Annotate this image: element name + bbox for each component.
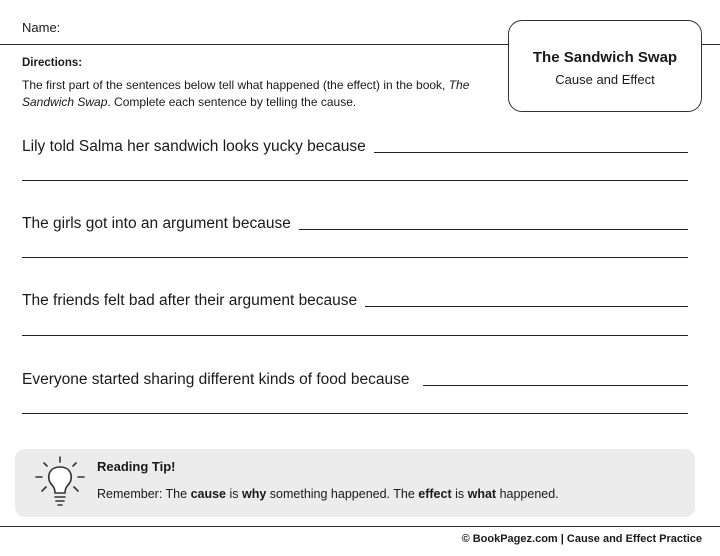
reading-tip-text	[97, 487, 559, 501]
answer-line-4b[interactable]	[22, 413, 688, 414]
directions-text-after: . Complete each sentence by telling the cause.	[107, 95, 357, 109]
question-2	[22, 215, 688, 233]
question-4-text: Everyone started sharing different kinds of food because	[22, 371, 410, 388]
directions-text	[22, 77, 502, 111]
directions-heading: Directions:	[22, 57, 83, 69]
answer-line-4a[interactable]	[423, 384, 688, 386]
tip-part-5: happened.	[496, 487, 559, 501]
question-4	[22, 371, 688, 389]
tip-part-4: is	[451, 487, 468, 501]
worksheet-subtitle: Cause and Effect	[555, 72, 655, 87]
book-title: The Sandwich Swap	[22, 78, 470, 109]
tip-word-effect: effect	[418, 487, 452, 501]
tip-word-why: why	[242, 487, 267, 501]
answer-line-1b[interactable]	[22, 180, 688, 181]
answer-line-1a[interactable]	[374, 151, 688, 153]
answer-line-3a[interactable]	[365, 305, 688, 307]
footer-divider	[0, 526, 720, 527]
tip-part-1: Remember: The	[97, 487, 191, 501]
answer-line-2b[interactable]	[22, 257, 688, 258]
tip-part-2: is	[226, 487, 242, 501]
answer-line-3b[interactable]	[22, 335, 688, 336]
question-2-text: The girls got into an argument because	[22, 215, 291, 232]
directions-text-before: The first part of the sentences below tell what happened (the effect) in the book,	[22, 78, 449, 92]
tip-word-cause: cause	[190, 487, 227, 501]
question-3	[22, 292, 688, 310]
name-label: Name:	[22, 20, 61, 35]
question-3-text: The friends felt bad after their argument because	[22, 292, 358, 309]
question-1	[22, 138, 688, 156]
answer-line-2a[interactable]	[299, 228, 688, 230]
footer-credit: © BookPagez.com | Cause and Effect Practice	[461, 533, 702, 545]
tip-part-3: something happened. The	[266, 487, 419, 501]
lightbulb-icon	[34, 455, 86, 509]
tip-word-what: what	[467, 487, 497, 501]
worksheet-title: The Sandwich Swap	[532, 49, 678, 66]
reading-tip-title: Reading Tip!	[97, 459, 176, 474]
title-box	[508, 20, 702, 112]
question-1-text: Lily told Salma her sandwich looks yucky because	[22, 138, 366, 155]
